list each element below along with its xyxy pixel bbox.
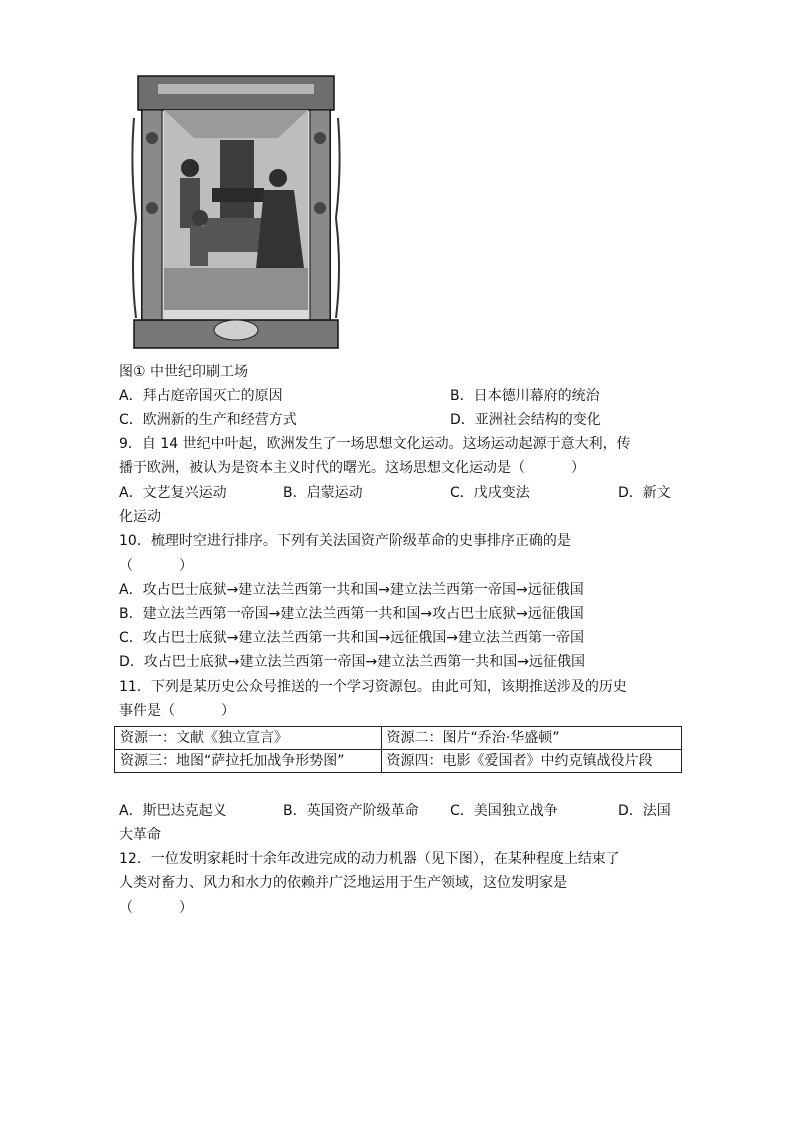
q9-option-c[interactable]: C．戊戌变法 xyxy=(450,485,530,501)
q9-option-d-continued: 化运动 xyxy=(119,509,161,525)
q10-option-b[interactable]: B．建立法兰西第一帝国→建立法兰西第一共和国→攻占巴士底狱→远征俄国 xyxy=(119,606,584,622)
q11-paren-close: ） xyxy=(221,703,235,719)
table-row xyxy=(115,750,682,773)
q11-stem-line-1: 11．下列是某历史公众号推送的一个学习资源包。由此可知，该期推送涉及的历史 xyxy=(119,679,627,695)
q8-option-c[interactable]: C．欧洲新的生产和经营方式 xyxy=(119,412,297,428)
q8-option-d[interactable]: D．亚洲社会结构的变化 xyxy=(450,412,601,428)
q10-paren-close: ） xyxy=(179,558,193,574)
q10-stem: 10．梳理时空进行排序。下列有关法国资产阶级革命的史事排序正确的是 xyxy=(119,533,571,549)
resource-cell-2: 资源二：图片“乔治·华盛顿” xyxy=(381,727,681,750)
q11-option-c[interactable]: C．美国独立战争 xyxy=(450,803,558,819)
q10-answer-paren xyxy=(119,555,193,577)
resource-cell-4: 资源四：电影《爱国者》中约克镇战役片段 xyxy=(381,750,681,773)
q9-stem-line-2 xyxy=(119,457,585,479)
q9-option-a[interactable]: A．文艺复兴运动 xyxy=(119,485,227,501)
q11-options-row xyxy=(119,800,679,822)
q12-stem-line-1: 12．一位发明家耗时十余年改进完成的动力机器（见下图），在某种程度上结束了 xyxy=(119,851,620,867)
q8-options-row-2 xyxy=(119,409,679,431)
q11-option-b[interactable]: B．英国资产阶级革命 xyxy=(283,803,419,819)
q9-paren-close: ） xyxy=(571,460,585,476)
q11-stem-text: 事件是（ xyxy=(119,703,175,719)
q11-option-a[interactable]: A．斯巴达克起义 xyxy=(119,803,227,819)
q9-option-d[interactable]: D．新文 xyxy=(618,485,671,501)
q12-paren-close: ） xyxy=(179,900,193,916)
q11-option-d[interactable]: D．法国 xyxy=(618,803,671,819)
resource-cell-3: 资源三：地图“萨拉托加战争形势图” xyxy=(115,750,382,773)
print-shop-engraving xyxy=(128,68,344,356)
q9-stem-text: 播于欧洲，被认为是资本主义时代的曙光。这场思想文化运动是（ xyxy=(119,460,525,476)
q9-options-row xyxy=(119,482,679,504)
q11-option-d-continued: 大革命 xyxy=(119,827,161,843)
q10-option-a[interactable]: A．攻占巴士底狱→建立法兰西第一共和国→建立法兰西第一帝国→远征俄国 xyxy=(119,582,584,598)
q8-options-row-1 xyxy=(119,385,679,407)
q11-stem-line-2 xyxy=(119,700,235,722)
q12-stem-line-2: 人类对畜力、风力和水力的依赖并广泛地运用于生产领域，这位发明家是 xyxy=(119,875,567,891)
q12-answer-paren xyxy=(119,897,193,919)
q10-paren-open: （ xyxy=(119,558,133,574)
resource-cell-1: 资源一：文献《独立宣言》 xyxy=(115,727,382,750)
q8-option-a[interactable]: A．拜占庭帝国灭亡的原因 xyxy=(119,388,283,404)
q9-stem-line-1: 9．自 14 世纪中叶起，欧洲发生了一场思想文化运动。这场运动起源于意大利，传 xyxy=(119,436,631,452)
table-row xyxy=(115,727,682,750)
q8-option-b[interactable]: B．日本德川幕府的统治 xyxy=(450,388,600,404)
q9-option-b[interactable]: B．启蒙运动 xyxy=(283,485,363,501)
figure-caption: 图① 中世纪印刷工场 xyxy=(119,364,249,380)
q12-paren-open: （ xyxy=(119,900,133,916)
q10-option-d[interactable]: D．攻占巴士底狱→建立法兰西第一帝国→建立法兰西第一共和国→远征俄国 xyxy=(119,654,585,670)
q10-option-c[interactable]: C．攻占巴士底狱→建立法兰西第一共和国→远征俄国→建立法兰西第一帝国 xyxy=(119,630,584,646)
resource-table xyxy=(114,726,682,773)
